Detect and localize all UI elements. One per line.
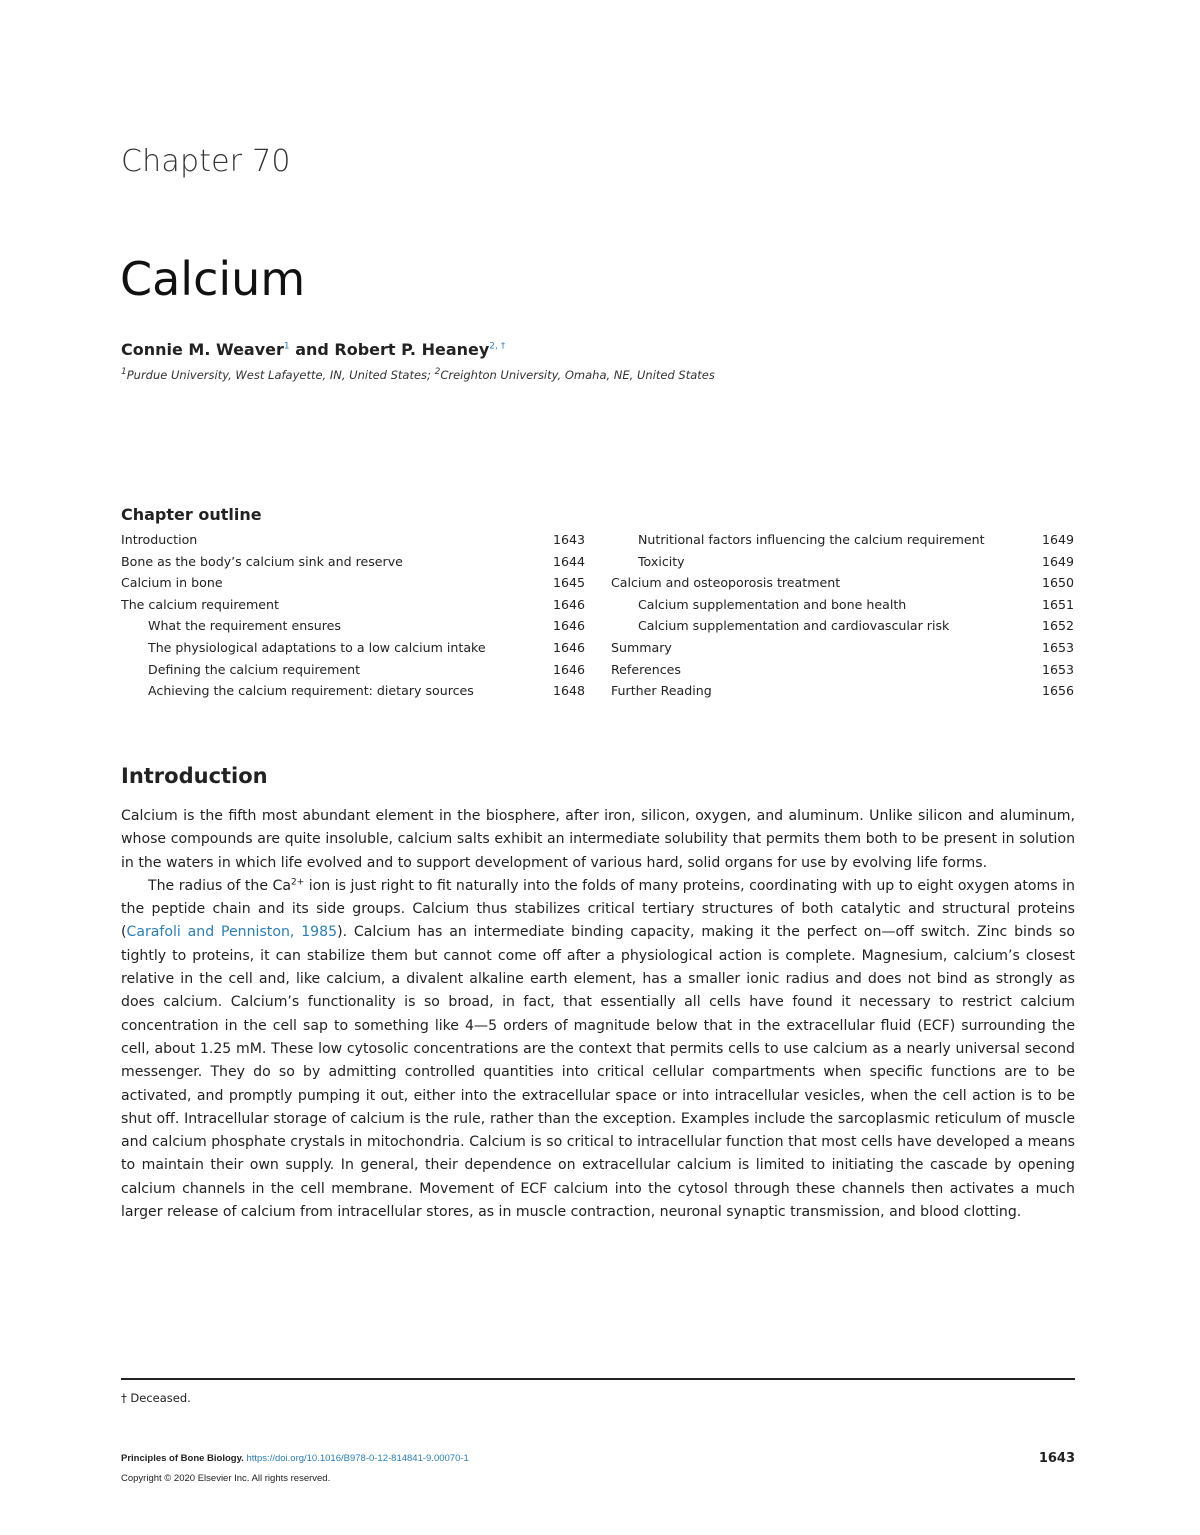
outline-right-column xyxy=(611,532,1074,705)
toc-entry-page: 1645 xyxy=(552,575,585,591)
affiliation-text: Purdue University, West Lafayette, IN, United States; xyxy=(126,367,435,382)
toc-entry[interactable] xyxy=(121,597,585,619)
toc-entry-page: 1651 xyxy=(1041,596,1074,612)
author-connector: and xyxy=(289,340,335,359)
copyright-notice: Copyright © 2020 Elsevier Inc. All rights reserved. xyxy=(121,1473,331,1484)
toc-subentry[interactable] xyxy=(611,532,1074,554)
text-run: ion is just right to fit naturally into the folds of many proteins, coordinating with up to eight oxygen atoms in the peptide chain and its side groups. Calcium thus stabilizes critical tertiary structures of both catalytic and structural proteins ( xyxy=(121,877,1075,941)
toc-entry-title: Achieving the calcium requirement: dietary sources xyxy=(148,683,474,699)
chapter-title: Calcium xyxy=(120,252,306,306)
author-name: Robert P. Heaney xyxy=(334,340,490,359)
footnote: † Deceased. xyxy=(121,1391,191,1405)
toc-entry-page: 1643 xyxy=(552,532,585,547)
toc-entry-title: Nutritional factors influencing the calcium requirement xyxy=(638,532,985,547)
affiliation-number: 2 xyxy=(434,367,441,377)
toc-subentry[interactable] xyxy=(121,618,585,640)
toc-entry-page: 1649 xyxy=(1041,553,1074,569)
toc-entry-title: The physiological adaptations to a low calcium intake xyxy=(148,639,486,655)
footnote-divider xyxy=(121,1378,1075,1380)
affiliations xyxy=(121,367,715,382)
toc-entry-page: 1652 xyxy=(1041,618,1074,634)
toc-entry[interactable] xyxy=(611,640,1074,662)
affiliation-number: 1 xyxy=(121,367,127,377)
toc-entry-title: What the requirement ensures xyxy=(148,618,341,634)
toc-subentry[interactable] xyxy=(121,683,585,705)
toc-entry-page: 1648 xyxy=(552,683,585,699)
toc-entry-page: 1646 xyxy=(552,639,585,655)
affiliation-marker[interactable]: 2, † xyxy=(489,341,506,352)
toc-entry-page: 1656 xyxy=(1041,683,1074,699)
toc-entry-title: Bone as the body’s calcium sink and reserve xyxy=(121,553,403,569)
toc-entry-page: 1649 xyxy=(1041,532,1074,547)
page-number: 1643 xyxy=(1038,1451,1075,1466)
book-footer xyxy=(121,1453,469,1464)
toc-entry[interactable] xyxy=(121,575,585,597)
author-line xyxy=(121,340,505,359)
toc-entry[interactable] xyxy=(611,683,1074,705)
toc-entry[interactable] xyxy=(611,662,1074,684)
toc-entry-title: Calcium and osteoporosis treatment xyxy=(611,575,841,591)
introduction-body xyxy=(121,805,1075,1224)
toc-entry[interactable] xyxy=(121,532,585,554)
outline-heading: Chapter outline xyxy=(121,505,262,524)
toc-entry-page: 1646 xyxy=(552,596,585,612)
toc-entry-title: Toxicity xyxy=(638,553,685,569)
text-run: ). Calcium has an intermediate binding capacity, making it the perfect on—off switch. Zinc binds so tightly to proteins, it can stabilize them but cannot come off after a physiological action is complete. Magnesium, calcium’s closest relative in the cell and, like calcium, a divalent alkaline earth element, has a smaller ionic radius and does not bind as strongly as does calcium. Calcium’s functionality is so broad, in fact, that essentially all cells have found it necessary to restrict calcium concentration in the cell sap to something like 4—5 orders of magnitude below that in the extracellular fluid (ECF) surrounding the cell, about 1.25 mM. These low cytosolic concentrations are the context that permits cells to use calcium as a nearly universal second messenger. They do so by admitting controlled quantities into critical cellular compartments when specific functions are to be activated, and promptly pumping it out, either into the extracellular space or into intracellular vesicles, when the cell action is to be shut off. Intracellular storage of calcium is the rule, rather than the exception. Examples include the sarcoplasmic reticulum of muscle and calcium phosphate crystals in mitochondria. Calcium is so critical to intracellular function that most cells have developed a means to maintain their own supply. In general, their dependence on extracellular calcium is limited to initiating the cascade by opening calcium channels in the cell membrane. Movement of ECF calcium into the cytosol through these channels then activates a much larger release of calcium from intracellular stores, as in muscle contraction, neuronal synaptic transmission, and blood clotting. xyxy=(121,924,1075,1221)
toc-entry-page: 1644 xyxy=(552,553,585,569)
toc-entry-page: 1646 xyxy=(552,661,585,677)
toc-subentry[interactable] xyxy=(121,662,585,684)
toc-entry-title: Further Reading xyxy=(611,683,712,699)
toc-entry-page: 1653 xyxy=(1041,639,1074,655)
author-name: Connie M. Weaver xyxy=(121,340,284,359)
chapter-label: Chapter 70 xyxy=(121,144,291,179)
toc-entry-page: 1646 xyxy=(552,618,585,634)
citation-link[interactable]: Carafoli and Penniston, 1985 xyxy=(126,924,338,941)
affiliation-text: Creighton University, Omaha, NE, United States xyxy=(440,367,715,382)
text-run: The radius of the Ca xyxy=(148,877,291,894)
toc-entry-title: Introduction xyxy=(121,532,198,547)
section-heading-introduction: Introduction xyxy=(121,764,268,788)
toc-entry-title: Calcium supplementation and cardiovascular risk xyxy=(638,618,950,634)
toc-entry-title: Defining the calcium requirement xyxy=(148,661,361,677)
toc-entry-page: 1653 xyxy=(1041,661,1074,677)
toc-entry[interactable] xyxy=(121,554,585,576)
toc-subentry[interactable] xyxy=(611,597,1074,619)
doi-link[interactable]: https://doi.org/10.1016/B978-0-12-814841-9.00070-1 xyxy=(246,1453,469,1464)
toc-entry-page: 1650 xyxy=(1041,575,1074,591)
superscript: 2+ xyxy=(290,877,305,888)
outline-left-column xyxy=(121,532,585,705)
book-title: Principles of Bone Biology. xyxy=(121,1453,244,1464)
toc-entry-title: The calcium requirement xyxy=(121,596,279,612)
toc-entry-title: References xyxy=(611,661,681,677)
paragraph xyxy=(121,875,1075,1224)
toc-subentry[interactable] xyxy=(611,554,1074,576)
toc-subentry[interactable] xyxy=(611,618,1074,640)
affiliation-marker[interactable]: 1 xyxy=(283,341,290,352)
paragraph: Calcium is the fifth most abundant element in the biosphere, after iron, silicon, oxygen, and aluminum. Unlike silicon and aluminum, whose compounds are quite insoluble, calcium salts exhibit an intermediate solubility that permits them both to be present in solution in the waters in which life evolved and to support development of various hard, solid organs for use by evolving life forms. xyxy=(121,808,1075,871)
toc-entry-title: Summary xyxy=(611,639,672,655)
toc-entry-title: Calcium in bone xyxy=(121,575,223,591)
toc-subentry[interactable] xyxy=(121,640,585,662)
toc-entry[interactable] xyxy=(611,575,1074,597)
toc-entry-title: Calcium supplementation and bone health xyxy=(638,596,907,612)
